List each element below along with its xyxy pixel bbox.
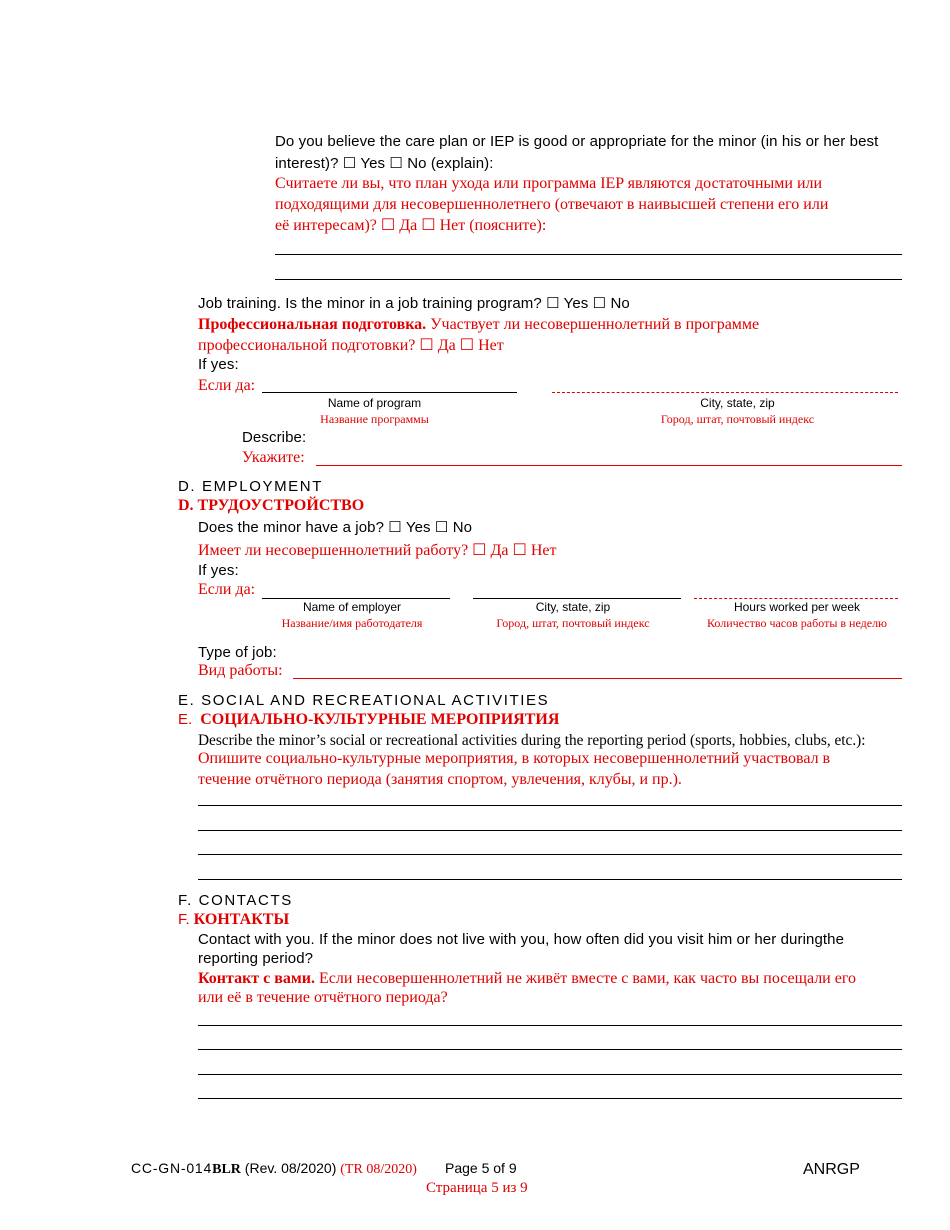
job-training-question-ru-2: профессиональной подготовки? ☐ Да ☐ Нет — [198, 337, 504, 354]
care-plan-question-en-2: interest)? ☐ Yes ☐ No (explain): — [275, 155, 494, 172]
footer-tr: (TR 08/2020) — [340, 1162, 417, 1177]
job-training-question-ru-1 — [198, 317, 759, 333]
social-answer-line-2[interactable] — [198, 830, 902, 831]
hours-label-en: Hours worked per week — [733, 600, 861, 614]
employment-if-yes-ru: Если да: — [198, 581, 256, 598]
social-answer-line-4[interactable] — [198, 879, 902, 880]
footer-page-en: Page 5 of 9 — [445, 1160, 517, 1176]
social-heading-ru-text: СОЦИАЛЬНО-КУЛЬТУРНЫЕ МЕРОПРИЯТИЯ — [200, 711, 560, 728]
hours-label-ru: Количество часов работы в неделю — [706, 616, 888, 630]
footer-right-code: ANRGP — [803, 1161, 860, 1178]
employer-city-label-en: City, state, zip — [535, 600, 611, 614]
contacts-heading-ru-text: КОНТАКТЫ — [193, 911, 290, 928]
employer-city-field[interactable] — [473, 598, 681, 599]
program-name-label-ru: Название программы — [320, 412, 429, 426]
contacts-heading-ru — [178, 912, 289, 928]
job-training-title-ru: Профессиональная подготовка. — [198, 316, 427, 333]
care-plan-question-ru-2: подходящими для несовершеннолетнего (отвечают в наивысшей степени его или — [275, 196, 829, 213]
care-plan-question-ru-3: её интересам)? ☐ Да ☐ Нет (поясните): — [275, 217, 547, 234]
employment-question-ru: Имеет ли несовершеннолетний работу? ☐ Да ☐ Нет — [198, 542, 557, 559]
social-heading-ru-prefix: E. — [178, 711, 193, 728]
social-question-en: Describe the minor’s social or recreational activities during the reporting period (sports, hobbies, clubs, etc.): — [198, 732, 866, 749]
job-training-question-ru-1-text: Участвует ли несовершеннолетний в программе — [426, 316, 760, 333]
care-plan-question-en-1: Do you believe the care plan or IEP is good or appropriate for the minor (in his or her best — [275, 133, 879, 150]
contacts-heading-ru-prefix: F. — [178, 911, 190, 928]
program-name-field[interactable] — [262, 392, 517, 393]
social-answer-line-3[interactable] — [198, 854, 902, 855]
social-question-ru-2: течение отчётного периода (занятия спортом, увлечения, клубы, и пр.). — [198, 771, 682, 788]
contacts-answer-line-2[interactable] — [198, 1049, 902, 1050]
social-heading-ru — [178, 712, 559, 728]
care-plan-answer-line-1[interactable] — [275, 254, 902, 255]
employment-if-yes-en: If yes: — [198, 562, 239, 579]
employer-name-label-en: Name of employer — [302, 600, 402, 614]
contacts-question-ru-1-text: Если несовершеннолетний не живёт вместе с вами, как часто вы посещали его — [315, 970, 857, 987]
program-city-field[interactable] — [552, 392, 898, 393]
contacts-question-en-2: reporting period? — [198, 950, 314, 967]
footer-page-ru: Страница 5 из 9 — [426, 1180, 528, 1196]
social-question-ru-1: Опишите социально-культурные мероприятия, в которых несовершеннолетний участвовал в — [198, 750, 831, 767]
describe-field[interactable] — [316, 465, 902, 466]
job-training-describe-en: Describe: — [242, 429, 307, 446]
contacts-answer-line-4[interactable] — [198, 1098, 902, 1099]
job-training-describe-ru: Укажите: — [242, 449, 305, 466]
job-type-field[interactable] — [293, 678, 902, 679]
contacts-answer-line-1[interactable] — [198, 1025, 902, 1026]
care-plan-answer-line-2[interactable] — [275, 279, 902, 280]
job-type-ru: Вид работы: — [198, 662, 283, 679]
footer-rev: (Rev. 08/2020) — [240, 1160, 337, 1176]
contacts-title-ru: Контакт с вами. — [198, 970, 316, 987]
contacts-question-ru-2: или её в течение отчётного периода? — [198, 989, 448, 1006]
footer-code: CC-GN-014 — [131, 1160, 213, 1176]
footer-form-code — [131, 1161, 417, 1177]
employer-name-field[interactable] — [262, 598, 450, 599]
contacts-answer-line-3[interactable] — [198, 1074, 902, 1075]
contacts-question-ru-1 — [198, 971, 856, 987]
social-answer-line-1[interactable] — [198, 805, 902, 806]
employer-city-label-ru: Город, штат, почтовый индекс — [496, 616, 650, 630]
job-type-en: Type of job: — [198, 644, 277, 661]
program-name-label-en: Name of program — [327, 396, 422, 410]
program-city-label-en: City, state, zip — [700, 396, 775, 410]
social-heading-en: E. SOCIAL AND RECREATIONAL ACTIVITIES — [178, 692, 550, 709]
employer-name-label-ru: Название/имя работодателя — [281, 616, 423, 630]
program-city-label-ru: Город, штат, почтовый индекс — [660, 412, 815, 426]
care-plan-question-ru-1: Считаете ли вы, что план ухода или программа IEP являются достаточными или — [275, 175, 823, 192]
footer-code-bold: BLR — [212, 1162, 241, 1177]
job-training-question-en: Job training. Is the minor in a job training program? ☐ Yes ☐ No — [198, 295, 630, 312]
employment-heading-en: D. EMPLOYMENT — [178, 478, 323, 495]
contacts-heading-en: F. CONTACTS — [178, 892, 293, 909]
job-training-if-yes-en: If yes: — [198, 356, 239, 373]
employment-question-en: Does the minor have a job? ☐ Yes ☐ No — [198, 519, 473, 536]
contacts-question-en-1: Contact with you. If the minor does not live with you, how often did you visit him or her duringthe — [198, 931, 845, 948]
hours-worked-field[interactable] — [694, 598, 898, 599]
employment-heading-ru: D. ТРУДОУСТРОЙСТВО — [178, 497, 365, 514]
job-training-if-yes-ru: Если да: — [198, 377, 256, 394]
